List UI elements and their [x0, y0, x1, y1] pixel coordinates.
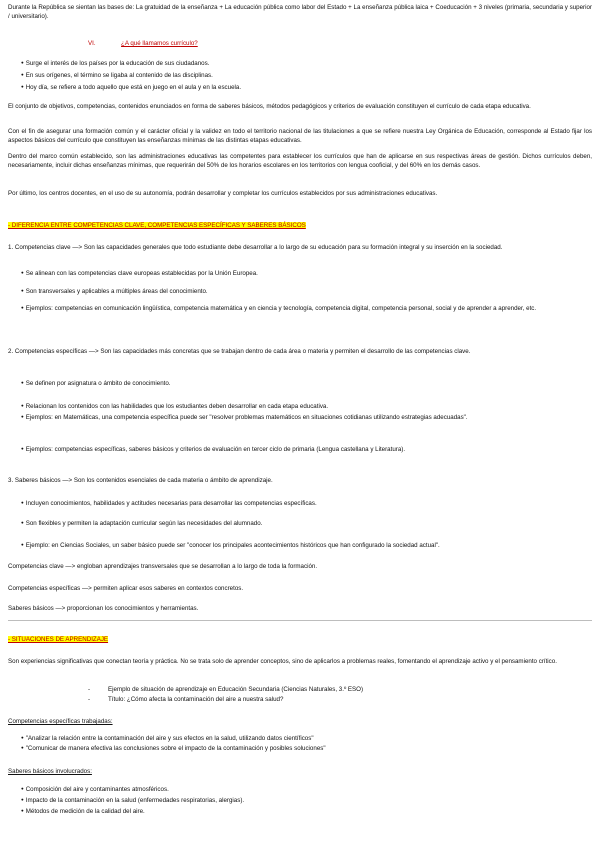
- section-situaciones-title: - SITUACIONES DE APRENDIZAJE: [8, 636, 109, 643]
- list-item: ● Incluyen conocimientos, habilidades y actitudes necesarias para desarrollar las competencias específicas.: [21, 500, 590, 509]
- section-vi-title: ¿A qué llamamos currículo?: [121, 40, 198, 47]
- list-item: ● Ejemplos: competencias específicas, saberes básicos y criterios de evaluación en tercer ciclo de primaria (Lengua castellana y Literatura).: [21, 446, 590, 455]
- paragraph: Con el fin de asegurar una formación común y el carácter oficial y la validez en todo el territorio nacional de las titulaciones a que se refiere nuestra Ley Orgánica de Educación, corresponde al Estado fijar los aspectos básicos del currículo que constituyen las enseñanzas mínimas de las distintas etapas educativas.: [8, 128, 592, 144]
- list-item: ● Surge el interés de los países por la educación de sus ciudadanos.: [21, 60, 590, 69]
- section-vi-heading: [88, 40, 592, 49]
- list-item: ● Hoy día, se refiere a todo aquello que está en juego en el aula y en la escuela.: [21, 84, 590, 93]
- list-item: ● Son transversales y aplicables a múltiples áreas del conocimiento.: [21, 288, 590, 297]
- paragraph: Dentro del marco común establecido, son las administraciones educativas las competentes para establecer los currículos que han de aplicarse en sus respectivas áreas de gestión. Dichos currículos deben, necesariamente, incluir dichas enseñanzas mínimas, que requerirán del 50% de los horarios escolares en los territorios con lengua cooficial, y del 60% en los demás casos.: [8, 153, 592, 169]
- summary-line: Competencias específicas —> permiten aplicar esos saberes en contextos concretos.: [8, 585, 244, 592]
- dash-item: - Ejemplo de situación de aprendizaje en Educación Secundaria (Ciencias Naturales, 3.º ESO): [88, 686, 364, 693]
- item-competencias-especificas: 2. Competencias específicas —> Son las capacidades más concretas que se trabajan dentro de cada área o materia y permiten el desarrollo de las competencias clave.: [8, 348, 471, 355]
- paragraph: Son experiencias significativas que conectan teoría y práctica. No se trata solo de aprender conceptos, sino de aplicarlos a problemas reales, fomentando el aprendizaje activo y el pensamiento crítico.: [8, 658, 557, 665]
- list-item: ● Se definen por asignatura o ámbito de conocimiento.: [21, 380, 590, 389]
- list-item: ● Se alinean con las competencias clave europeas establecidas por la Unión Europea.: [21, 270, 590, 279]
- paragraph: El conjunto de objetivos, competencias, contenidos enunciados en forma de saberes básicos, métodos pedagógicos y criterios de evaluación constituyen el currículo de cada etapa educativa.: [8, 103, 531, 110]
- competencias-trabajadas-heading: Competencias específicas trabajadas:: [8, 718, 113, 725]
- list-item: ● "Comunicar de manera efectiva las conclusiones sobre el impacto de la contaminación y posibles soluciones": [21, 745, 590, 754]
- paragraph: Por último, los centros docentes, en el uso de su autonomía, podrán desarrollar y completar los currículos establecidos por sus administraciones educativas.: [8, 190, 438, 197]
- list-item: ● Ejemplo: en Ciencias Sociales, un saber básico puede ser "conocer los principales acontecimientos históricos que han configurado la sociedad actual".: [21, 542, 590, 551]
- section-diff-title: - DIFERENCIA ENTRE COMPETENCIAS CLAVE, COMPETENCIAS ESPECÍFICAS Y SABERES BÁSICOS: [8, 222, 306, 229]
- list-item: ● Son flexibles y permiten la adaptación curricular según las necesidades del alumnado.: [21, 520, 590, 529]
- summary-line: Saberes básicos —> proporcionan los conocimientos y herramientas.: [8, 605, 199, 612]
- summary-line: Competencias clave —> engloban aprendizajes transversales que se desarrollan a lo largo de toda la formación.: [8, 563, 318, 570]
- list-item: ● "Analizar la relación entre la contaminación del aire y sus efectos en la salud, utilizando datos científicos": [21, 735, 590, 744]
- list-item: ● Composición del aire y contaminantes atmosféricos.: [21, 786, 590, 795]
- divider: [8, 620, 592, 621]
- list-item: ● Ejemplos: en Matemáticas, una competencia específica puede ser "resolver problemas matemáticos en situaciones cotidianas utilizando estrategias adecuadas".: [21, 414, 590, 423]
- list-item: ● Ejemplos: competencias en comunicación lingüística, competencia matemática y en ciencia y tecnología, competencia digital, competencia personal, social y de aprender a aprender, etc.: [21, 305, 590, 314]
- list-item: ● Impacto de la contaminación en la salud (enfermedades respiratorias, alergias).: [21, 797, 590, 806]
- list-item: ● Métodos de medición de la calidad del aire.: [21, 808, 590, 817]
- intro-paragraph: Durante la República se sientan las bases de: La gratuidad de la enseñanza + La educación pública como labor del Estado + La enseñanza pública laica + Coeducación + 3 niveles (primaria, secundaria y superior / universitario).: [8, 4, 592, 20]
- item-saberes-basicos: 3. Saberes básicos —> Son los contenidos esenciales de cada materia o ámbito de aprendizaje.: [8, 477, 273, 484]
- section-vi-number: VI.: [88, 40, 96, 47]
- list-item: ● Relacionan los contenidos con las habilidades que los estudiantes deben desarrollar en cada etapa educativa.: [21, 403, 590, 412]
- dash-item: - Título: ¿Cómo afecta la contaminación del aire a nuestra salud?: [88, 696, 284, 703]
- saberes-involucrados-heading: Saberes básicos involucrados:: [8, 768, 92, 775]
- item-competencias-clave: 1. Competencias clave —> Son las capacidades generales que todo estudiante debe desarrollar a lo largo de su educación para su formación integral y su inserción en la sociedad.: [8, 244, 503, 251]
- list-item: ● En sus orígenes, el término se ligaba al contenido de las disciplinas.: [21, 72, 590, 81]
